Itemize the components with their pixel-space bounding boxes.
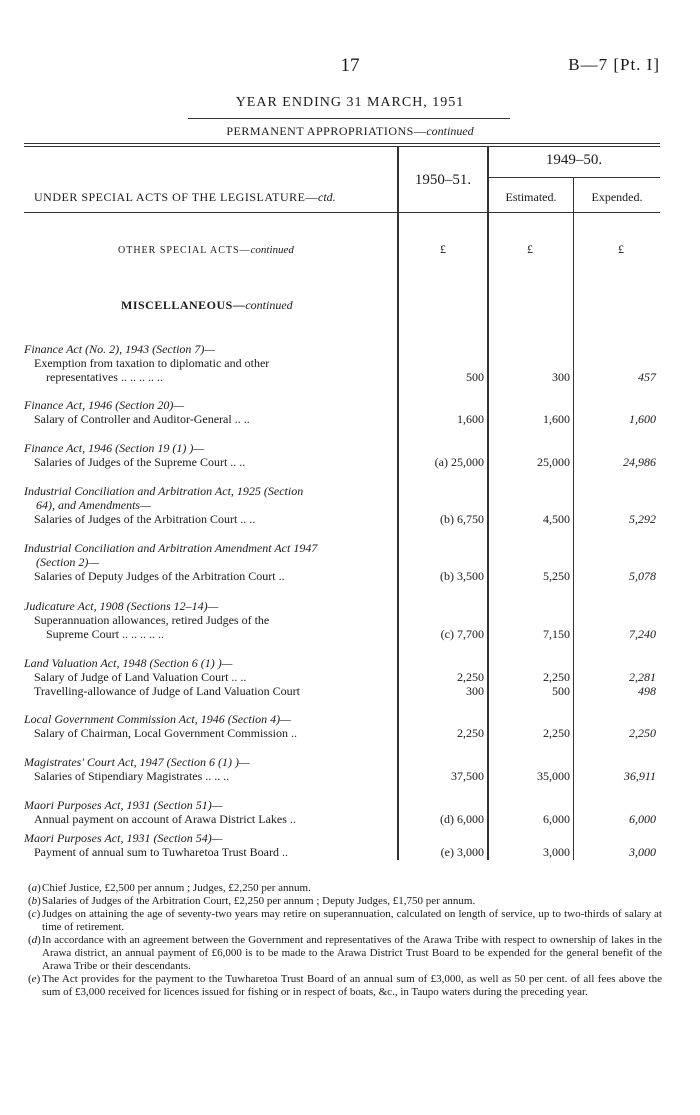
- description-line: Exemption from taxation to diplomatic and other: [34, 356, 270, 370]
- description-line: Salary of Controller and Auditor-General .. ..: [34, 412, 250, 426]
- act-title-line: Industrial Conciliation and Arbitration Act, 1925 (Section: [24, 484, 304, 498]
- item-description: [34, 613, 394, 641]
- value-1950-51: 1,600: [457, 412, 484, 426]
- footnotes: [28, 882, 662, 999]
- value-estimated: 35,000: [537, 769, 570, 783]
- section-heading-continued: ctd.: [318, 190, 336, 204]
- value-estimated: 7,150: [543, 627, 570, 641]
- subtitle-continued: continued: [426, 124, 474, 138]
- item-description: [34, 845, 394, 859]
- value-estimated: 4,500: [543, 512, 570, 526]
- item-description: [34, 512, 394, 526]
- value-expended: 5,292: [629, 512, 656, 526]
- act-title-line: 64), and Amendments—: [36, 498, 151, 512]
- value-expended: 6,000: [629, 812, 656, 826]
- act-title: Maori Purposes Act, 1931 (Section 54)—: [24, 831, 223, 845]
- value-expended: 7,240: [629, 627, 656, 641]
- title-rule: [188, 118, 510, 119]
- footnote-text: In accordance with an agreement between the Government and representatives of the Arawa Tribe with respect to ownership of lakes in the Arawa district, an annual payment of £6,000 is to be made to the Arawa District Trust Board to be expended for the general benefit of the Arawa Tribe or their descendants.: [42, 934, 662, 972]
- description-line: Supreme Court .. .. .. .. ..: [46, 627, 164, 641]
- value-1950-51: 2,250: [457, 726, 484, 740]
- table-top-rule-double: [24, 146, 660, 147]
- footnote: [28, 895, 662, 908]
- act-title: Local Government Commission Act, 1946 (Section 4)—: [24, 712, 291, 726]
- column-header-expended: Expended.: [591, 190, 643, 204]
- footnote-text: Chief Justice, £2,500 per annum ; Judges, £2,250 per annum.: [42, 882, 311, 894]
- column-header-1949-50: 1949–50.: [545, 152, 603, 168]
- item-description: [34, 569, 394, 583]
- value-1950-51: 37,500: [451, 769, 484, 783]
- description-line: Salary of Chairman, Local Government Commission ..: [34, 726, 297, 740]
- item-description: [34, 670, 394, 698]
- description-line: Salaries of Judges of the Supreme Court .. ..: [34, 455, 246, 469]
- act-title: Judicature Act, 1908 (Sections 12–14)—: [24, 599, 219, 613]
- item-description: [34, 726, 394, 740]
- act-title: [24, 541, 394, 569]
- value-expended: 24,986: [623, 455, 656, 469]
- act-title: Land Valuation Act, 1948 (Section 6 (1) )—: [24, 656, 233, 670]
- item-description: [34, 812, 394, 826]
- item-description: [34, 356, 394, 384]
- table-top-rule: [24, 143, 660, 144]
- footnote: [28, 973, 662, 999]
- item-description: [34, 412, 394, 426]
- value-expended: 5,078: [629, 569, 656, 583]
- value-1950-51: (e) 3,000: [440, 845, 484, 859]
- description-line: Annual payment on account of Arawa District Lakes ..: [34, 812, 296, 826]
- column-rule-2: [487, 146, 489, 860]
- value-expended: 2,250: [629, 726, 656, 740]
- value-expended: 3,000: [629, 845, 656, 859]
- description-line: Salaries of Judges of the Arbitration Court .. ..: [34, 512, 256, 526]
- description-line: Salary of Judge of Land Valuation Court .. ..: [34, 670, 247, 684]
- value-estimated: 300: [552, 370, 570, 384]
- column-header-1950-51: 1950–51.: [414, 172, 472, 188]
- act-title: Finance Act, 1946 (Section 19 (1) )—: [24, 441, 205, 455]
- subsection-other-main: OTHER SPECIAL ACTS—: [118, 245, 251, 256]
- page-number: 17: [340, 55, 360, 76]
- value-estimated: 5,250: [543, 569, 570, 583]
- value-1950-51: 2,250: [457, 670, 484, 684]
- value-estimated: 1,600: [543, 412, 570, 426]
- value-expended: 1,600: [629, 412, 656, 426]
- currency-symbol: £: [440, 242, 446, 256]
- header-bottom-rule: [24, 212, 660, 213]
- subsection-heading-misc: [121, 298, 293, 313]
- description-line: Salaries of Stipendiary Magistrates .. .. ..: [34, 769, 230, 783]
- year-group-rule: [488, 177, 660, 178]
- value-expended: 457: [638, 370, 656, 384]
- subsection-misc-continued: continued: [245, 298, 293, 312]
- act-title: Finance Act (No. 2), 1943 (Section 7)—: [24, 342, 216, 356]
- document-reference: B—7 [Pt. I]: [568, 55, 660, 74]
- value-1950-51: 500: [466, 370, 484, 384]
- description-line: Superannuation allowances, retired Judges of the: [34, 613, 270, 627]
- act-title: Maori Purposes Act, 1931 (Section 51)—: [24, 798, 223, 812]
- description-line: Payment of annual sum to Tuwharetoa Trust Board ..: [34, 845, 288, 859]
- footnote-text: Salaries of Judges of the Arbitration Court, £2,250 per annum ; Deputy Judges, £1,750 per annum.: [42, 895, 476, 907]
- footnote-marker: (d): [28, 934, 41, 946]
- value-estimated: 2,250: [543, 726, 570, 740]
- value-expended: 498: [638, 684, 656, 698]
- act-title: [24, 484, 394, 512]
- footnote: [28, 882, 662, 895]
- description-line: Travelling-allowance of Judge of Land Valuation Court: [34, 684, 300, 698]
- footnote-text: The Act provides for the payment to the Tuwharetoa Trust Board of an annual sum of £3,000, as well as 50 per cent. of all fees above the sum of £3,000 received for licences issued for fishing or in respect of boats, &c., in Taupo waters during the preceding year.: [42, 973, 662, 998]
- value-expended: 36,911: [623, 769, 656, 783]
- table-section-heading: [34, 190, 336, 205]
- description-line: Salaries of Deputy Judges of the Arbitration Court ..: [34, 569, 285, 583]
- value-1950-51: (d) 6,000: [440, 812, 484, 826]
- value-estimated: 3,000: [543, 845, 570, 859]
- item-description: [34, 455, 394, 469]
- subsection-misc-main: MISCELLANEOUS—: [121, 298, 246, 312]
- subsection-heading-other: [118, 244, 294, 256]
- value-estimated: 500: [552, 684, 570, 698]
- footnote-marker: (e): [28, 973, 41, 985]
- value-1950-51: 300: [466, 684, 484, 698]
- act-title-line: (Section 2)—: [36, 555, 99, 569]
- value-estimated: 2,250: [543, 670, 570, 684]
- value-estimated: 25,000: [537, 455, 570, 469]
- value-expended: 2,281: [629, 670, 656, 684]
- column-header-estimated: Estimated.: [505, 190, 557, 204]
- description-line: representatives .. .. .. .. ..: [46, 370, 163, 384]
- footnote: [28, 934, 662, 973]
- value-1950-51: (b) 3,500: [440, 569, 484, 583]
- act-title: Finance Act, 1946 (Section 20)—: [24, 398, 185, 412]
- section-heading-main: UNDER SPECIAL ACTS OF THE LEGISLATURE—: [34, 190, 319, 204]
- subsection-other-continued: continued: [250, 244, 294, 256]
- value-estimated: 6,000: [543, 812, 570, 826]
- currency-symbol: £: [527, 242, 533, 256]
- currency-symbol: £: [618, 242, 624, 256]
- footnote: [28, 908, 662, 934]
- footnote-marker: (a): [28, 882, 41, 894]
- page-subtitle: [0, 124, 700, 139]
- value-1950-51: (c) 7,700: [440, 627, 484, 641]
- footnote-text: Judges on attaining the age of seventy-two years may retire on superannuation, calculated on length of service, up to two-thirds of salary at time of retirement.: [42, 908, 662, 933]
- footnote-marker: (b): [28, 895, 41, 907]
- page-title: YEAR ENDING 31 MARCH, 1951: [235, 95, 465, 110]
- subtitle-main: PERMANENT APPROPRIATIONS—: [226, 124, 427, 138]
- footnote-marker: (c): [28, 908, 41, 920]
- column-rule-1: [397, 146, 399, 860]
- act-title: Magistrates' Court Act, 1947 (Section 6 (1) )—: [24, 755, 250, 769]
- value-1950-51: (a) 25,000: [434, 455, 484, 469]
- value-1950-51: (b) 6,750: [440, 512, 484, 526]
- act-title-line: Industrial Conciliation and Arbitration Amendment Act 1947: [24, 541, 318, 555]
- item-description: [34, 769, 394, 783]
